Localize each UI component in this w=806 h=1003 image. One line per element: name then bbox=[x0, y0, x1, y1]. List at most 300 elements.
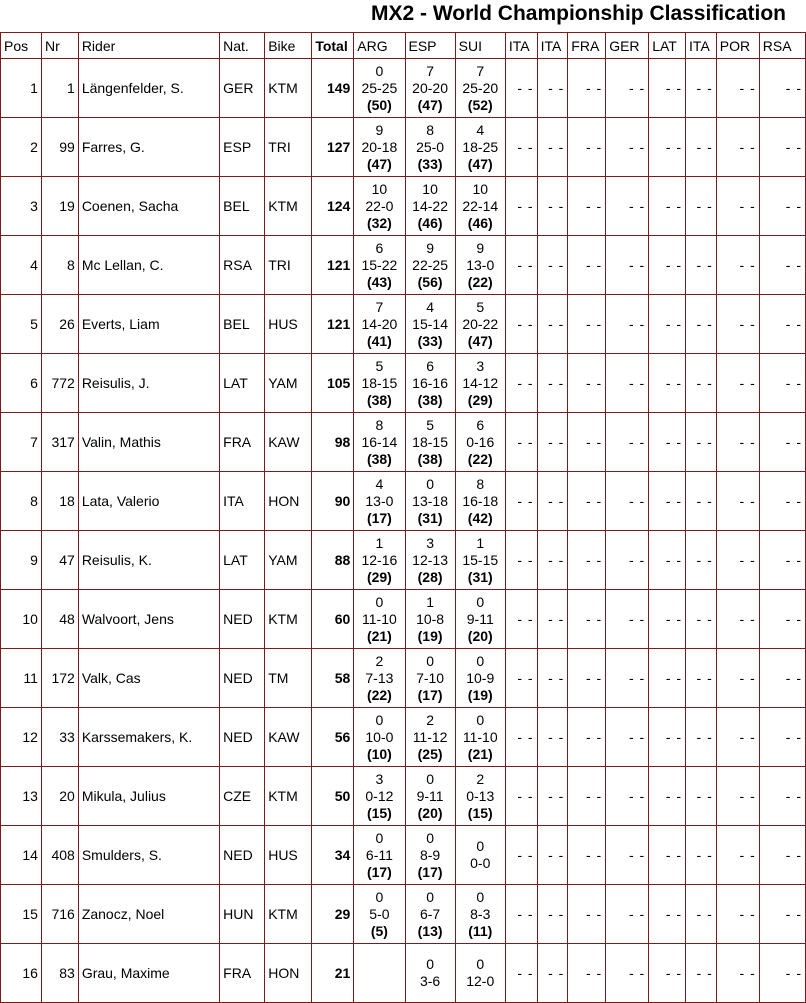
rider-name[interactable]: Farres, G. bbox=[78, 118, 219, 177]
gp-empty-cell: - - bbox=[606, 649, 649, 708]
rider-name[interactable]: Reisulis, K. bbox=[78, 531, 219, 590]
gp-heat-points: 16-16 bbox=[412, 374, 448, 391]
gp-total-points: (28) bbox=[417, 568, 443, 585]
gp-total-points: (17) bbox=[366, 863, 392, 880]
rider-position: 6 bbox=[1, 354, 42, 413]
gp-total-points: (13) bbox=[417, 922, 443, 939]
gp-empty-cell: - - bbox=[568, 708, 606, 767]
gp-result-cell bbox=[455, 649, 505, 708]
gp-total-points: (22) bbox=[467, 273, 493, 290]
gp-empty-cell: - - bbox=[505, 767, 537, 826]
rider-nationality: ESP bbox=[220, 118, 265, 177]
gp-empty-cell: - - bbox=[759, 472, 805, 531]
gp-bonus-position: 0 bbox=[476, 888, 485, 905]
gp-total-points: (47) bbox=[366, 155, 392, 172]
rider-position: 14 bbox=[1, 826, 42, 885]
gp-heat-points: 20-22 bbox=[462, 315, 499, 332]
gp-empty-cell: - - bbox=[649, 649, 686, 708]
gp-bonus-position: 10 bbox=[472, 180, 489, 197]
gp-empty-cell: - - bbox=[759, 118, 805, 177]
rider-position: 4 bbox=[1, 236, 42, 295]
gp-bonus-position: 5 bbox=[476, 298, 485, 315]
gp-empty-cell: - - bbox=[606, 531, 649, 590]
gp-result-cell bbox=[405, 413, 455, 472]
rider-bike: TRI bbox=[265, 118, 312, 177]
rider-name[interactable]: Längenfelder, S. bbox=[78, 59, 219, 118]
gp-bonus-position: 2 bbox=[375, 652, 384, 669]
gp-empty-cell: - - bbox=[759, 885, 805, 944]
gp-heat-points: 0-13 bbox=[466, 787, 495, 804]
rider-position: 12 bbox=[1, 708, 42, 767]
rider-number: 33 bbox=[41, 708, 78, 767]
col-gp-header[interactable]: ITA bbox=[537, 33, 568, 59]
gp-result-cell bbox=[354, 295, 405, 354]
gp-empty-cell: - - bbox=[686, 590, 717, 649]
rider-number: 408 bbox=[41, 826, 78, 885]
gp-empty-cell: - - bbox=[505, 708, 537, 767]
rider-total-points: 58 bbox=[312, 649, 354, 708]
rider-total-points: 56 bbox=[312, 708, 354, 767]
rider-number: 1 bbox=[41, 59, 78, 118]
rider-number: 47 bbox=[41, 531, 78, 590]
gp-heat-points: 5-0 bbox=[369, 905, 390, 922]
gp-empty-cell: - - bbox=[606, 826, 649, 885]
rider-total-points: 98 bbox=[312, 413, 354, 472]
rider-name[interactable]: Zanocz, Noel bbox=[78, 885, 219, 944]
gp-empty-cell: - - bbox=[686, 177, 717, 236]
rider-name[interactable]: Karssemakers, K. bbox=[78, 708, 219, 767]
gp-empty-cell: - - bbox=[716, 649, 759, 708]
rider-name[interactable]: Valin, Mathis bbox=[78, 413, 219, 472]
gp-bonus-position: 6 bbox=[426, 357, 434, 374]
gp-empty-cell: - - bbox=[759, 59, 805, 118]
rider-number: 99 bbox=[41, 118, 78, 177]
gp-result-cell bbox=[405, 472, 455, 531]
gp-total-points: (38) bbox=[417, 450, 443, 467]
gp-empty-cell: - - bbox=[606, 472, 649, 531]
col-gp-header[interactable]: FRA bbox=[568, 33, 606, 59]
col-nat-header[interactable]: Nat. bbox=[220, 33, 265, 59]
gp-result-cell bbox=[405, 295, 455, 354]
gp-bonus-position: 0 bbox=[375, 711, 384, 728]
gp-total-points: (38) bbox=[417, 391, 443, 408]
rider-name[interactable]: Lata, Valerio bbox=[78, 472, 219, 531]
gp-empty-cell: - - bbox=[606, 59, 649, 118]
gp-total-points: (17) bbox=[417, 863, 443, 880]
rider-bike: KTM bbox=[265, 767, 312, 826]
rider-position: 9 bbox=[1, 531, 42, 590]
gp-bonus-position: 9 bbox=[476, 239, 485, 256]
gp-total-points: (31) bbox=[467, 568, 493, 585]
rider-total-points: 121 bbox=[312, 236, 354, 295]
gp-result-cell bbox=[354, 236, 405, 295]
gp-result-cell bbox=[354, 413, 405, 472]
gp-empty-cell: - - bbox=[759, 413, 805, 472]
gp-total-points: (29) bbox=[366, 568, 392, 585]
gp-heat-points: 10-8 bbox=[416, 610, 445, 627]
gp-result-cell bbox=[405, 118, 455, 177]
gp-empty-cell: - - bbox=[505, 885, 537, 944]
rider-total-points: 90 bbox=[312, 472, 354, 531]
rider-bike: HUS bbox=[265, 826, 312, 885]
col-gp-header[interactable]: ITA bbox=[686, 33, 717, 59]
rider-name[interactable]: Walvoort, Jens bbox=[78, 590, 219, 649]
col-nr-header[interactable]: Nr bbox=[41, 33, 78, 59]
gp-result-cell bbox=[354, 885, 405, 944]
rider-nationality: NED bbox=[220, 590, 265, 649]
gp-result-cell bbox=[405, 531, 455, 590]
gp-result-cell bbox=[455, 944, 505, 1003]
table-row bbox=[1, 472, 806, 531]
gp-total-points: (47) bbox=[467, 332, 493, 349]
gp-result-cell bbox=[405, 649, 455, 708]
gp-result-cell bbox=[354, 649, 405, 708]
col-bike-header[interactable]: Bike bbox=[265, 33, 312, 59]
rider-number: 48 bbox=[41, 590, 78, 649]
gp-empty-cell: - - bbox=[759, 826, 805, 885]
gp-heat-points: 9-11 bbox=[416, 787, 444, 804]
gp-heat-points: 18-25 bbox=[462, 138, 499, 155]
gp-empty-cell: - - bbox=[686, 236, 717, 295]
gp-result-cell bbox=[354, 767, 405, 826]
gp-bonus-position: 4 bbox=[375, 475, 384, 492]
gp-empty-cell: - - bbox=[759, 177, 805, 236]
gp-bonus-position: 6 bbox=[476, 416, 485, 433]
gp-empty-cell: - - bbox=[716, 59, 759, 118]
gp-empty-cell: - - bbox=[537, 531, 568, 590]
rider-number: 772 bbox=[41, 354, 78, 413]
rider-position: 5 bbox=[1, 295, 42, 354]
gp-result-cell bbox=[354, 177, 405, 236]
gp-empty-cell: - - bbox=[568, 885, 606, 944]
gp-total-points: (29) bbox=[467, 391, 493, 408]
table-row bbox=[1, 59, 806, 118]
gp-empty-cell: - - bbox=[537, 118, 568, 177]
gp-result-cell bbox=[455, 236, 505, 295]
gp-empty-cell: - - bbox=[649, 236, 686, 295]
gp-bonus-position: 5 bbox=[426, 416, 434, 433]
gp-total-points: (10) bbox=[366, 745, 392, 762]
gp-empty-cell: - - bbox=[686, 531, 717, 590]
gp-result-cell bbox=[455, 354, 505, 413]
gp-heat-points: 3-6 bbox=[419, 973, 441, 989]
rider-bike: TRI bbox=[265, 236, 312, 295]
rider-number: 26 bbox=[41, 295, 78, 354]
rider-position: 11 bbox=[1, 649, 42, 708]
gp-bonus-position: 6 bbox=[375, 239, 384, 256]
gp-result-cell bbox=[354, 59, 405, 118]
gp-empty-cell: - - bbox=[505, 413, 537, 472]
gp-empty-cell: - - bbox=[568, 118, 606, 177]
gp-empty-cell: - - bbox=[716, 590, 759, 649]
gp-result-cell bbox=[354, 531, 405, 590]
gp-bonus-position: 0 bbox=[375, 62, 384, 79]
gp-empty-cell: - - bbox=[606, 767, 649, 826]
gp-result-cell bbox=[455, 531, 505, 590]
gp-empty-cell: - - bbox=[686, 413, 717, 472]
gp-heat-points: 15-22 bbox=[361, 256, 398, 273]
gp-empty-cell: - - bbox=[537, 590, 568, 649]
gp-bonus-position: 3 bbox=[426, 534, 434, 551]
gp-heat-points: 20-18 bbox=[361, 138, 398, 155]
rider-name[interactable]: Grau, Maxime bbox=[78, 944, 219, 1003]
rider-position: 10 bbox=[1, 590, 42, 649]
gp-total-points: (17) bbox=[417, 686, 443, 703]
gp-heat-points: 8-9 bbox=[419, 846, 441, 863]
gp-result-cell bbox=[354, 590, 405, 649]
gp-total-points: (5) bbox=[370, 922, 388, 939]
gp-empty-cell: - - bbox=[568, 944, 606, 1003]
gp-total-points: (33) bbox=[417, 155, 443, 172]
gp-empty-cell: - - bbox=[759, 531, 805, 590]
gp-empty-cell: - - bbox=[568, 826, 606, 885]
gp-empty-cell: - - bbox=[716, 531, 759, 590]
gp-bonus-position: 10 bbox=[422, 180, 438, 197]
gp-bonus-position: 4 bbox=[426, 298, 434, 315]
gp-heat-points: 13-0 bbox=[365, 492, 394, 509]
rider-nationality: CZE bbox=[220, 767, 265, 826]
gp-result-cell bbox=[405, 236, 455, 295]
gp-empty-cell: - - bbox=[649, 767, 686, 826]
rider-bike: TM bbox=[265, 649, 312, 708]
gp-empty-cell: - - bbox=[537, 472, 568, 531]
gp-total-points: (32) bbox=[366, 214, 392, 231]
gp-empty-cell: - - bbox=[716, 236, 759, 295]
gp-bonus-position: 2 bbox=[426, 711, 434, 728]
rider-name[interactable]: Mikula, Julius bbox=[78, 767, 219, 826]
gp-heat-points: 12-16 bbox=[361, 551, 398, 568]
rider-number: 716 bbox=[41, 885, 78, 944]
gp-total-points: (33) bbox=[417, 332, 443, 349]
col-rider-header[interactable]: Rider bbox=[78, 33, 219, 59]
gp-bonus-position: 4 bbox=[476, 121, 485, 138]
gp-empty-cell: - - bbox=[649, 885, 686, 944]
gp-heat-points: 11-10 bbox=[362, 610, 397, 627]
gp-empty-cell: - - bbox=[759, 590, 805, 649]
rider-bike: KAW bbox=[265, 708, 312, 767]
gp-total-points: (20) bbox=[467, 627, 493, 644]
gp-empty-cell: - - bbox=[505, 236, 537, 295]
gp-bonus-position: 0 bbox=[476, 956, 485, 972]
col-gp-header[interactable]: ESP bbox=[405, 33, 455, 59]
gp-result-cell bbox=[455, 767, 505, 826]
header-row bbox=[1, 33, 806, 59]
rider-number: 317 bbox=[41, 413, 78, 472]
rider-nationality: BEL bbox=[220, 177, 265, 236]
rider-position: 7 bbox=[1, 413, 42, 472]
gp-empty-cell: - - bbox=[716, 413, 759, 472]
col-gp-header[interactable]: GER bbox=[606, 33, 649, 59]
gp-result-cell bbox=[405, 767, 455, 826]
rider-name[interactable]: Reisulis, J. bbox=[78, 354, 219, 413]
gp-empty-cell: - - bbox=[568, 354, 606, 413]
gp-empty-cell: - - bbox=[649, 472, 686, 531]
gp-empty-cell: - - bbox=[649, 177, 686, 236]
rider-name[interactable]: Smulders, S. bbox=[78, 826, 219, 885]
rider-position: 2 bbox=[1, 118, 42, 177]
col-gp-header[interactable]: ARG bbox=[354, 33, 405, 59]
gp-empty-cell: - - bbox=[568, 472, 606, 531]
rider-total-points: 149 bbox=[312, 59, 354, 118]
gp-empty-cell: - - bbox=[606, 708, 649, 767]
gp-empty-cell: - - bbox=[568, 177, 606, 236]
col-pos-header[interactable]: Pos bbox=[1, 33, 42, 59]
classification-body bbox=[1, 59, 806, 1003]
gp-bonus-position: 8 bbox=[375, 416, 384, 433]
gp-empty-cell: - - bbox=[606, 118, 649, 177]
gp-empty-cell: - - bbox=[686, 708, 717, 767]
gp-total-points: (38) bbox=[366, 391, 392, 408]
gp-empty-cell: - - bbox=[505, 118, 537, 177]
rider-total-points: 34 bbox=[312, 826, 354, 885]
rider-number: 19 bbox=[41, 177, 78, 236]
gp-empty-cell: - - bbox=[505, 649, 537, 708]
rider-position: 13 bbox=[1, 767, 42, 826]
gp-empty-cell: - - bbox=[606, 590, 649, 649]
gp-empty-cell: - - bbox=[649, 413, 686, 472]
gp-heat-points: 22-0 bbox=[365, 197, 394, 214]
gp-result-cell bbox=[455, 826, 505, 885]
gp-heat-points: 14-20 bbox=[361, 315, 398, 332]
gp-heat-points: 0-12 bbox=[365, 787, 394, 804]
gp-heat-points: 12-0 bbox=[466, 973, 495, 989]
gp-empty-cell: - - bbox=[606, 295, 649, 354]
gp-empty-cell: - - bbox=[759, 354, 805, 413]
gp-bonus-position: 0 bbox=[426, 770, 434, 787]
gp-result-cell bbox=[405, 826, 455, 885]
gp-total-points: (15) bbox=[366, 804, 392, 821]
gp-bonus-position: 0 bbox=[375, 593, 384, 610]
gp-empty-cell: - - bbox=[716, 767, 759, 826]
gp-empty-cell: - - bbox=[759, 295, 805, 354]
rider-total-points: 29 bbox=[312, 885, 354, 944]
rider-bike: KAW bbox=[265, 413, 312, 472]
gp-empty-cell: - - bbox=[606, 236, 649, 295]
gp-heat-points: 13-18 bbox=[412, 492, 448, 509]
gp-empty-cell: - - bbox=[537, 826, 568, 885]
rider-name[interactable]: Valk, Cas bbox=[78, 649, 219, 708]
gp-empty-cell: - - bbox=[505, 177, 537, 236]
col-gp-header[interactable]: SUI bbox=[455, 33, 505, 59]
gp-heat-points: 11-12 bbox=[412, 728, 448, 745]
gp-result-cell bbox=[405, 708, 455, 767]
col-gp-header[interactable]: LAT bbox=[649, 33, 686, 59]
gp-empty-cell: - - bbox=[686, 944, 717, 1003]
rider-bike: KTM bbox=[265, 177, 312, 236]
gp-empty-cell: - - bbox=[686, 59, 717, 118]
gp-bonus-position: 9 bbox=[375, 121, 384, 138]
gp-result-cell bbox=[354, 118, 405, 177]
gp-total-points: (11) bbox=[468, 922, 493, 939]
gp-empty-cell: - - bbox=[505, 826, 537, 885]
gp-empty-cell: - - bbox=[716, 177, 759, 236]
gp-total-points: (31) bbox=[417, 509, 443, 526]
gp-bonus-position: 0 bbox=[426, 888, 434, 905]
rider-name[interactable]: Mc Lellan, C. bbox=[78, 236, 219, 295]
col-gp-header[interactable]: ITA bbox=[505, 33, 537, 59]
table-row bbox=[1, 295, 806, 354]
rider-name[interactable]: Everts, Liam bbox=[78, 295, 219, 354]
gp-total-points: (42) bbox=[467, 509, 493, 526]
gp-result-cell bbox=[405, 354, 455, 413]
gp-result-cell bbox=[455, 177, 505, 236]
gp-total-points: (20) bbox=[417, 804, 443, 821]
col-gp-header[interactable]: POR bbox=[716, 33, 759, 59]
gp-empty-cell: - - bbox=[716, 118, 759, 177]
gp-bonus-position: 3 bbox=[476, 357, 485, 374]
gp-result-cell bbox=[455, 590, 505, 649]
rider-total-points: 105 bbox=[312, 354, 354, 413]
rider-bike: KTM bbox=[265, 590, 312, 649]
gp-heat-points: 11-10 bbox=[462, 728, 498, 745]
gp-bonus-position: 0 bbox=[476, 652, 485, 669]
gp-heat-points: 14-12 bbox=[462, 374, 499, 391]
rider-nationality: FRA bbox=[220, 413, 265, 472]
gp-empty-cell: - - bbox=[505, 59, 537, 118]
gp-heat-points: 6-7 bbox=[419, 905, 441, 922]
col-gp-header[interactable]: RSA bbox=[759, 33, 805, 59]
col-total-header[interactable]: Total bbox=[312, 33, 354, 59]
rider-position: 15 bbox=[1, 885, 42, 944]
gp-empty-cell: - - bbox=[568, 649, 606, 708]
rider-number: 20 bbox=[41, 767, 78, 826]
rider-position: 3 bbox=[1, 177, 42, 236]
table-row bbox=[1, 118, 806, 177]
gp-empty-cell: - - bbox=[568, 59, 606, 118]
gp-total-points: (52) bbox=[467, 96, 493, 113]
gp-empty-cell: - - bbox=[537, 295, 568, 354]
gp-empty-cell: - - bbox=[759, 708, 805, 767]
gp-heat-points: 15-15 bbox=[462, 551, 499, 568]
rider-name[interactable]: Coenen, Sacha bbox=[78, 177, 219, 236]
gp-empty-cell: - - bbox=[686, 354, 717, 413]
rider-number: 8 bbox=[41, 236, 78, 295]
gp-result-cell bbox=[455, 708, 505, 767]
classification-table bbox=[0, 32, 806, 1003]
gp-heat-points: 20-20 bbox=[412, 79, 448, 96]
gp-empty-cell: - - bbox=[649, 59, 686, 118]
gp-empty-cell: - - bbox=[537, 944, 568, 1003]
gp-empty-cell: - - bbox=[686, 649, 717, 708]
gp-empty-cell: - - bbox=[505, 944, 537, 1003]
gp-bonus-position: 1 bbox=[375, 534, 384, 551]
gp-heat-points: 6-11 bbox=[365, 846, 393, 863]
gp-empty-cell: - - bbox=[759, 944, 805, 1003]
gp-empty-cell: - - bbox=[686, 885, 717, 944]
rider-bike: YAM bbox=[265, 354, 312, 413]
gp-result-cell bbox=[455, 413, 505, 472]
gp-empty-cell: - - bbox=[649, 354, 686, 413]
rider-total-points: 88 bbox=[312, 531, 354, 590]
rider-nationality: GER bbox=[220, 59, 265, 118]
gp-empty-cell: - - bbox=[537, 413, 568, 472]
gp-result-cell bbox=[354, 944, 405, 1003]
gp-empty-cell: - - bbox=[505, 354, 537, 413]
gp-empty-cell: - - bbox=[568, 590, 606, 649]
table-row bbox=[1, 944, 806, 1003]
gp-result-cell bbox=[405, 944, 455, 1003]
gp-result-cell bbox=[405, 177, 455, 236]
gp-bonus-position: 0 bbox=[476, 711, 485, 728]
gp-heat-points: 10-0 bbox=[365, 728, 394, 745]
gp-empty-cell: - - bbox=[686, 767, 717, 826]
gp-heat-points: 16-18 bbox=[462, 492, 499, 509]
gp-empty-cell: - - bbox=[649, 708, 686, 767]
gp-total-points: (15) bbox=[467, 804, 493, 821]
gp-bonus-position: 9 bbox=[426, 239, 434, 256]
gp-empty-cell: - - bbox=[568, 295, 606, 354]
gp-total-points: (47) bbox=[467, 155, 493, 172]
